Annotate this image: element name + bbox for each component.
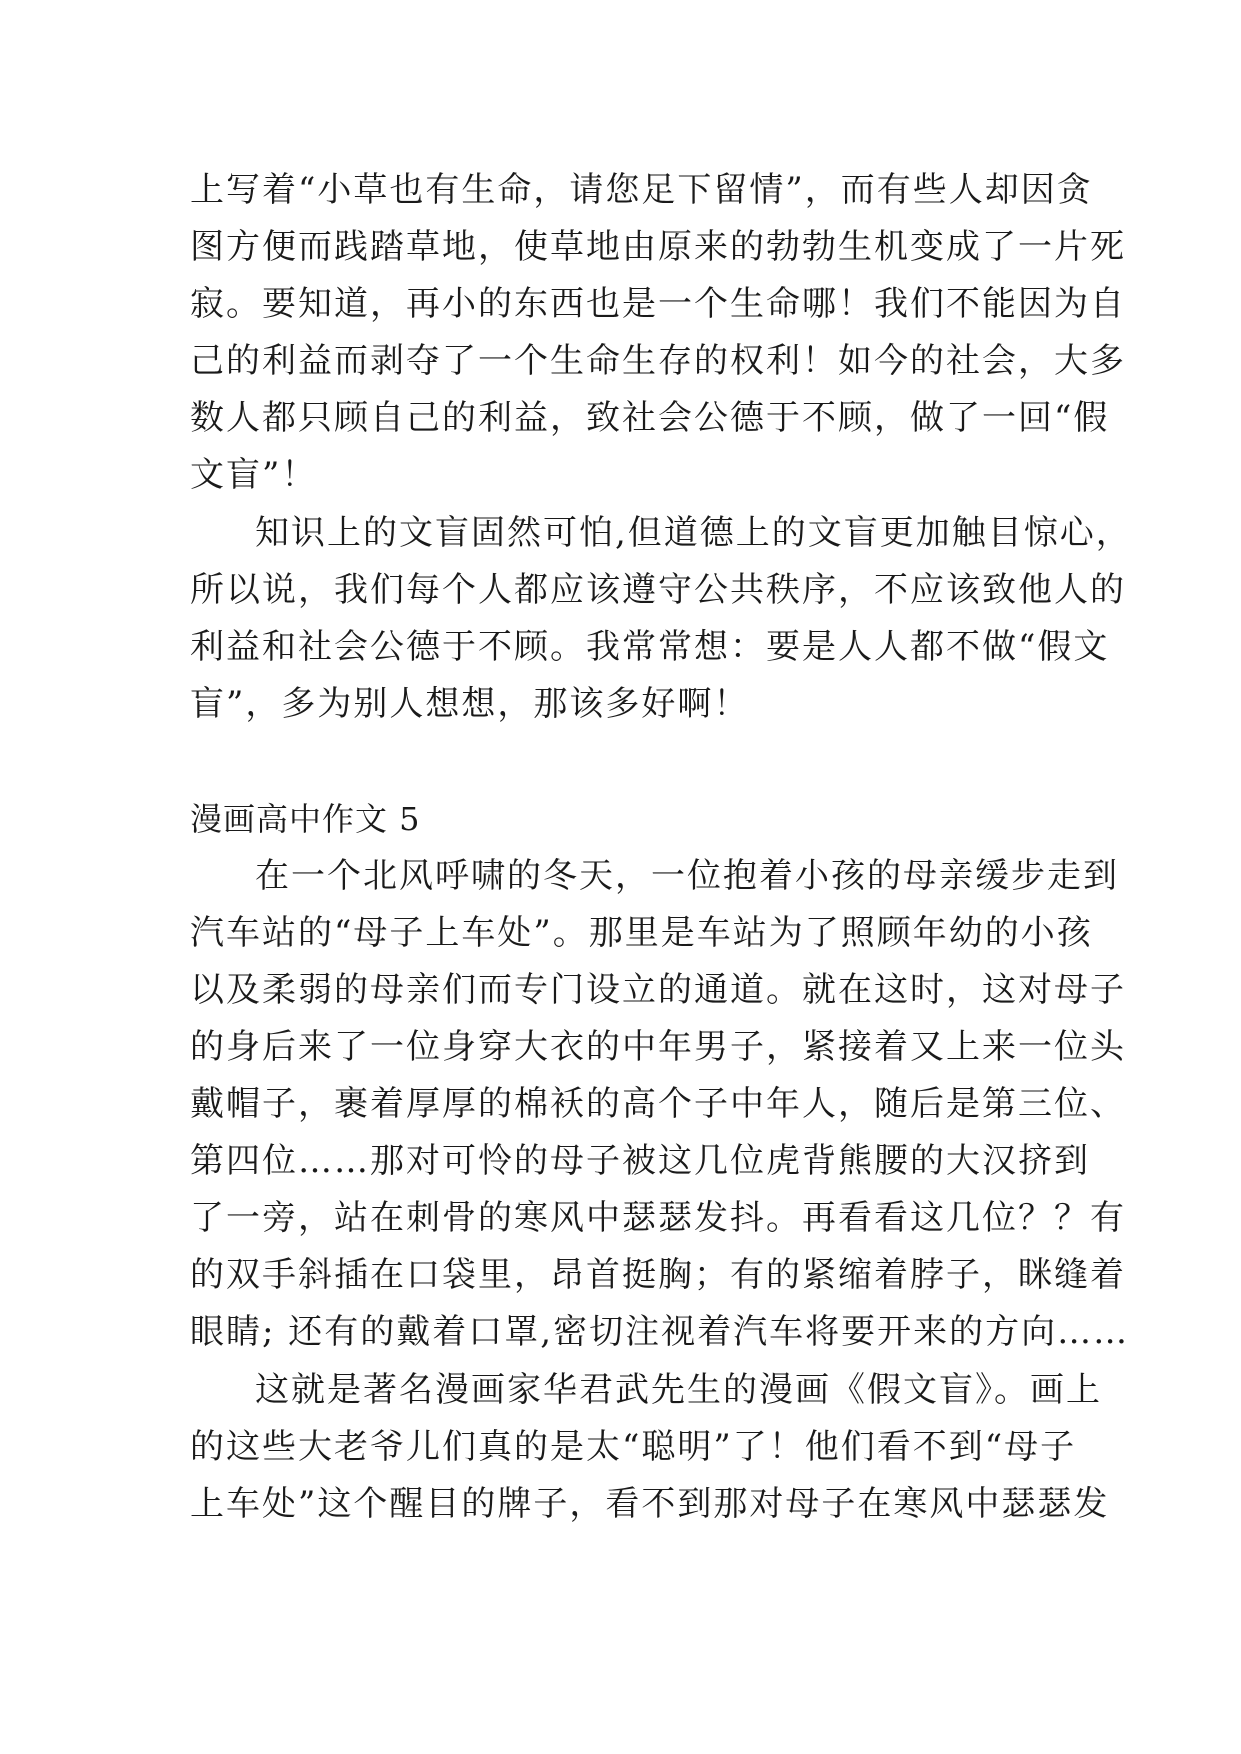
text-line: 上车处”这个醒目的牌子，看不到那对母子在寒风中瑟瑟发 bbox=[190, 1484, 1110, 1524]
text-line: 己的利益而剥夺了一个生命生存的权利！如今的社会，大多 bbox=[190, 341, 1126, 381]
text-line: 图方便而践踏草地，使草地由原来的勃勃生机变成了一片死 bbox=[190, 227, 1126, 267]
text-line: 利益和社会公德于不顾。我常常想：要是人人都不做“假文 bbox=[190, 627, 1110, 667]
text-line: 在一个北风呼啸的冬天，一位抱着小孩的母亲缓步走到 bbox=[255, 856, 1119, 896]
text-line: 上写着“小草也有生命，请您足下留情”，而有些人却因贪 bbox=[190, 170, 1093, 210]
text-line: 盲”，多为别人想想，那该多好啊！ bbox=[190, 684, 750, 724]
text-line: 以及柔弱的母亲们而专门设立的通道。就在这时，这对母子 bbox=[190, 970, 1126, 1010]
text-line: 第四位……那对可怜的母子被这几位虎背熊腰的大汉挤到 bbox=[190, 1141, 1090, 1181]
text-line: 了一旁，站在刺骨的寒风中瑟瑟发抖。再看看这几位？？有 bbox=[190, 1198, 1126, 1238]
text-line: 知识上的文盲固然可怕,但道德上的文盲更加触目惊心， bbox=[255, 513, 1132, 553]
text-line: 这就是著名漫画家华君武先生的漫画《假文盲》。画上 bbox=[255, 1370, 1102, 1410]
text-line: 所以说，我们每个人都应该遵守公共秩序，不应该致他人的 bbox=[190, 570, 1126, 610]
text-line: 数人都只顾自己的利益，致社会公德于不顾，做了一回“假 bbox=[190, 398, 1110, 438]
text-line: 戴帽子，裹着厚厚的棉袄的高个子中年人，随后是第三位、 bbox=[190, 1084, 1126, 1124]
text-line: 的身后来了一位身穿大衣的中年男子，紧接着又上来一位头 bbox=[190, 1027, 1126, 1067]
section-heading: 漫画高中作文 5 bbox=[190, 800, 421, 838]
text-line: 寂。要知道，再小的东西也是一个生命哪！我们不能因为自 bbox=[190, 284, 1126, 324]
text-line: 的这些大老爷儿们真的是太“聪明”了！他们看不到“母子 bbox=[190, 1427, 1077, 1467]
text-line: 文盲”！ bbox=[190, 455, 318, 495]
text-line: 眼睛; 还有的戴着口罩,密切注视着汽车将要开来的方向…… bbox=[190, 1312, 1130, 1352]
text-line: 的双手斜插在口袋里，昂首挺胸；有的紧缩着脖子，眯缝着 bbox=[190, 1255, 1126, 1295]
text-line: 汽车站的“母子上车处”。那里是车站为了照顾年幼的小孩 bbox=[190, 913, 1093, 953]
